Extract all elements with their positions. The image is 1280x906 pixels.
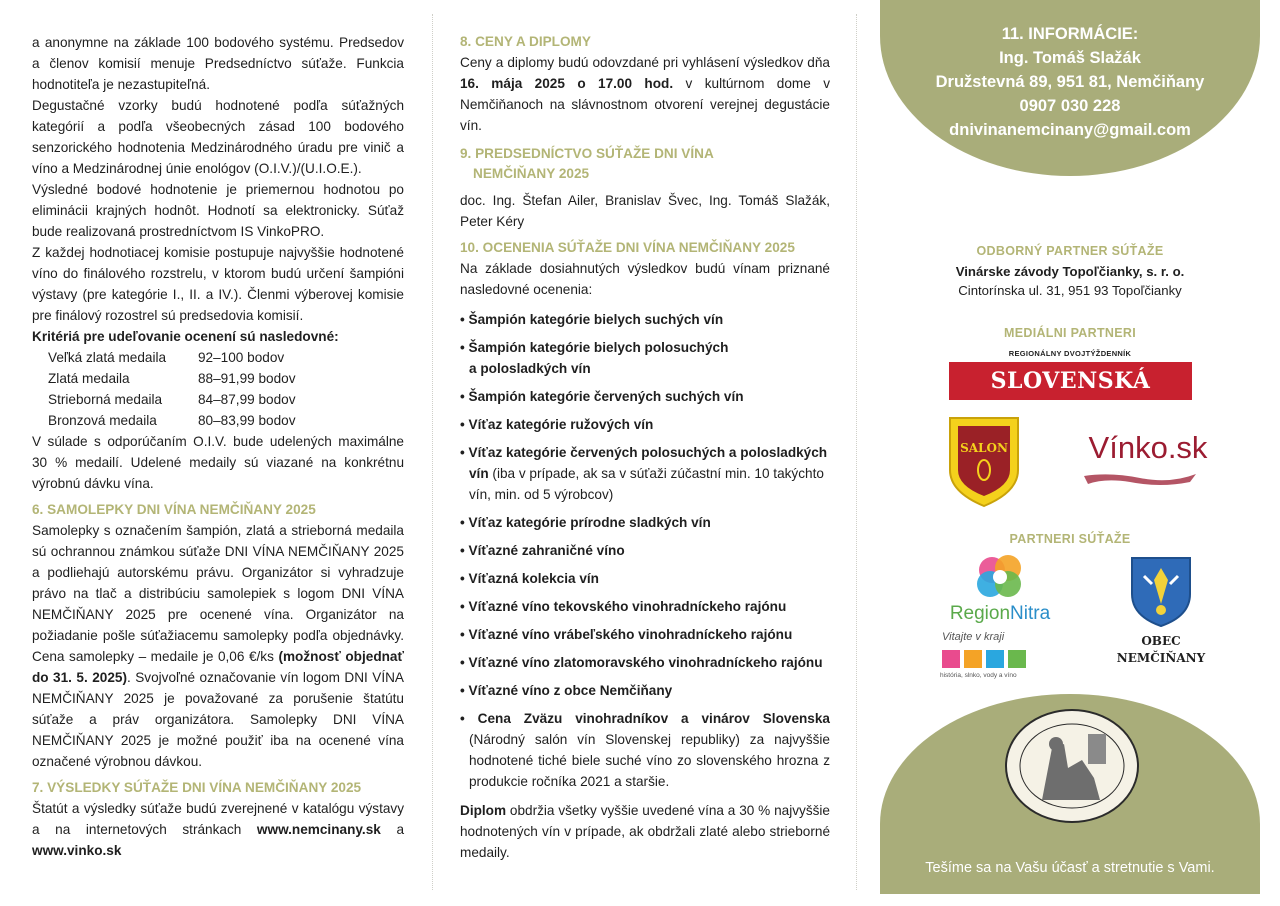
slovenska-brana-subtitle: REGIONÁLNY DVOJTÝŽDENNÍK	[1008, 349, 1132, 358]
column-right	[880, 0, 1260, 906]
partner-heading: ODBORNÝ PARTNER SÚŤAŽE	[976, 244, 1164, 258]
column-divider-2	[856, 14, 857, 890]
section-8-title: 8. CENY A DIPLOMY	[460, 34, 591, 49]
diplom-text	[460, 800, 830, 863]
section-7-title: 7. VÝSLEDKY SÚŤAŽE DNI VÍNA NEMČIŇANY 2025	[32, 780, 362, 795]
wine-icon	[1008, 650, 1026, 668]
award-item-note: (iba v prípade, ak sa v súťaži zúčastní min. 10 takýchto vín, min. od 5 výrobcov)	[469, 466, 824, 502]
section-6-title: 6. SAMOLEPKY DNI VÍNA NEMČIŇANY 2025	[32, 502, 316, 517]
criteria-range: 88–91,99 bodov	[198, 371, 296, 386]
salon-logo	[936, 412, 1032, 510]
award-item-title: • Víťaz kategórie červených polosuchých a polosladkých vín	[460, 445, 828, 481]
paragraph-degustation: Degustačné vzorky budú hodnotené podľa súťažných kategórií a podľa všeobecných zásad 100 bodového senzorického hodnotenia Medzinárodného úradu pre vinič a víno a Medzinárodnej únie enológov (O.I.V.)/(U.I.O.E.).	[32, 98, 404, 176]
criteria-range: 80–83,99 bodov	[198, 413, 296, 428]
info-name: Ing. Tomáš Slažák	[999, 49, 1141, 67]
award-item: • Víťazná kolekcia vín	[460, 571, 599, 586]
criteria-name: Zlatá medaila	[48, 371, 130, 386]
history-icon	[942, 650, 960, 668]
region-nitra-logo	[940, 603, 1060, 625]
diplom-label: Diplom	[460, 803, 507, 818]
paragraph-max-medals: V súlade s odporúčaním O.I.V. bude udelených maximálne 30 % medailí. Udelené medaily sú viazané na konkrétnu výrobnú dávku vína.	[32, 434, 404, 491]
award-item: • Šampión kategórie červených suchých vín	[460, 389, 744, 404]
partner-address: Cintorínska ul. 31, 951 93 Topoľčianky	[958, 283, 1182, 298]
section-10-title: 10. OCENENIA SÚŤAŽE DNI VÍNA NEMČIŇANY 2025	[460, 240, 795, 255]
region-nitra-flower-icon	[972, 554, 1030, 600]
vinko-logo: Vínko.sk	[1088, 430, 1208, 465]
region-nitra-icons-caption: história, slnko, vody a víno	[940, 672, 1017, 679]
info-phone[interactable]: 0907 030 228	[1019, 97, 1121, 115]
salon-logo-text: SALON	[960, 441, 1008, 455]
section-6-text-a: Samolepky s označením šampión, zlatá a strieborná medaila sú ochrannou známkou súťaže DNI VÍNA NEMČIŇANY 2025 a podliehajú autorskému právu. Organizátor si vyhradzuje právo na tlač a distribúciu samolepiek s logom DNI VÍNA NEMČIŇANY 2025 pre ocenené vína. Organizátor na požiadanie pošle súťažiacemu samolepky podľa objednávky. Cena samolepky – medaile je 0,06 €/ks	[32, 523, 404, 664]
criteria-table	[32, 347, 404, 431]
column-divider-1	[432, 14, 433, 890]
link-nemcinany[interactable]: www.nemcinany.sk	[256, 822, 381, 837]
section-9-title	[460, 144, 830, 184]
paragraph-evaluation: a anonymne na základe 100 bodového systému. Predsedov a členov komisií menuje Predsedníctvo súťaže. Funkcia hodnotiteľa je nezastupiteľná.	[32, 35, 404, 92]
slovenska-brana-logo: SLOVENSKÁ BRÁNA	[949, 362, 1192, 400]
info-email[interactable]: dnivinanemcinany@gmail.com	[949, 121, 1191, 139]
award-item	[460, 708, 830, 792]
awards-list	[460, 309, 830, 792]
column-left	[32, 0, 404, 906]
info-block	[880, 22, 1260, 142]
award-item-note: (Národný salón vín Slovenskej republiky) za najvyššie hodnotené tiché biele suché víno zo slovenského hrozna z produkcie ročníka 2021 a staršie.	[469, 732, 830, 789]
paragraph-scoring: Výsledné bodové hodnotenie je priemernou hodnotou po eliminácii krajných hodnôt. Hodnotí sa elektronicky. Súťaž bude realizovaná prostredníctvom IS VinkoPRO.	[32, 182, 404, 239]
award-item: • Víťaz kategórie ružových vín	[460, 417, 654, 432]
partner-block	[880, 244, 1260, 298]
sun-icon	[964, 650, 982, 668]
obec-nemcinany-label	[1106, 633, 1216, 667]
partner-name: Vinárske závody Topoľčianky, s. r. o.	[955, 264, 1185, 279]
section-6-deadline: (možnosť objednať do 31. 5. 2025)	[32, 649, 405, 685]
info-title: 11. INFORMÁCIE:	[1001, 25, 1139, 43]
vinko-splash-icon	[1080, 470, 1200, 488]
section-8-text	[460, 52, 830, 136]
award-item: • Víťazné víno z obce Nemčiňany	[460, 683, 673, 698]
section-7-text-a: Štatút a výsledky súťaže budú zverejnené v katalógu výstavy a na internetových stránkach	[32, 801, 404, 837]
section-6-text-b: . Svojvoľné označovanie vín logom DNI VÍNA NEMČIŇANY 2025 je považované za porušenie štatútu súťaže a práv organizátora. Samolepky DNI VÍNA NEMČIŇANY 2025 je možné použiť iba na ocenené vína označené výrobnou dávkou.	[32, 670, 404, 769]
region-nitra-tagline: Vitajte v kraji	[942, 631, 1005, 643]
link-vinko[interactable]: www.vinko.sk	[32, 843, 122, 858]
obec-label-line2: NEMČIŇANY	[1116, 651, 1206, 665]
info-address: Družstevná 89, 951 81, Nemčiňany	[935, 73, 1205, 91]
region-nitra-word-2: Nitra	[1010, 603, 1051, 624]
criteria-title: Kritériá pre udeľovanie ocenení sú nasledovné:	[32, 329, 339, 344]
section-7-and: a	[380, 822, 404, 837]
section-8-text-b: v kultúrnom dome v Nemčiňanoch na slávnostnom otvorení verejnej degustácie vín.	[460, 76, 831, 133]
column-middle	[460, 0, 830, 906]
criteria-name: Veľká zlatá medaila	[48, 350, 167, 365]
award-item-line2: a polosladkých vín	[469, 361, 591, 376]
criteria-row	[32, 389, 404, 410]
section-7-text	[32, 798, 404, 861]
award-item: • Víťazné víno zlatomoravského vinohradníckeho rajónu	[460, 655, 823, 670]
obec-label-line1: OBEC	[1141, 634, 1181, 648]
diplom-description: obdržia všetky vyššie uvedené vína a 30 % najvyššie hodnotených vín v prípade, ak obdržali zlaté alebo strieborné medaily.	[460, 803, 830, 860]
partners-heading: PARTNERI SÚŤAŽE	[1009, 532, 1131, 546]
criteria-name: Bronzová medaila	[48, 413, 157, 428]
criteria-range: 92–100 bodov	[198, 350, 285, 365]
section-10-intro: Na základe dosiahnutých výsledkov budú vínam priznané nasledovné ocenenia:	[460, 261, 830, 297]
obec-coat-of-arms-icon	[1128, 554, 1194, 628]
section-9-title-line2: NEMČIŇANY 2025	[473, 166, 590, 181]
water-icon	[986, 650, 1004, 668]
award-item: • Šampión kategórie bielych suchých vín	[460, 312, 724, 327]
criteria-row	[32, 410, 404, 431]
paragraph-final: Z každej hodnotiacej komisie postupuje najvyššie hodnotené víno do finálového rozstrelu, v ktorom budú určení šampióni výstavy (pre kategórie I., II. a IV.). Členmi výberovej komisie pre finálový rozostrel sú predsedovia komisií.	[32, 245, 404, 323]
region-nitra-word-1: Region	[949, 603, 1011, 624]
section-8-date: 16. mája 2025 o 17.00 hod.	[460, 76, 674, 91]
criteria-row	[32, 368, 404, 389]
award-item: • Víťazné víno tekovského vinohradníckeho rajónu	[460, 599, 787, 614]
section-6-text	[32, 520, 404, 772]
award-item	[460, 442, 830, 505]
media-heading: MEDIÁLNI PARTNERI	[1004, 326, 1136, 340]
award-item-line1: • Šampión kategórie bielych polosuchých	[460, 340, 729, 355]
award-item: • Víťazné víno vrábeľského vinohradníckeho rajónu	[460, 627, 793, 642]
criteria-name: Strieborná medaila	[48, 392, 163, 407]
region-nitra-icons	[942, 650, 1026, 668]
winegrowers-seal-icon	[1002, 708, 1142, 824]
criteria-range: 84–87,99 bodov	[198, 392, 296, 407]
award-item: • Víťazné zahraničné víno	[460, 543, 625, 558]
award-item: • Víťaz kategórie prírodne sladkých vín	[460, 515, 711, 530]
section-9-text: doc. Ing. Štefan Ailer, Branislav Švec, Ing. Tomáš Slažák, Peter Kéry	[460, 193, 830, 229]
criteria-row	[32, 347, 404, 368]
section-9-title-line1: 9. PREDSEDNÍCTVO SÚŤAŽE DNI VÍNA	[460, 146, 714, 161]
award-item	[460, 337, 830, 379]
award-item-title: • Cena Zväzu vinohradníkov a vinárov Slovenska	[460, 711, 830, 726]
footer-message: Tešíme sa na Vašu účasť a stretnutie s Vami.	[925, 860, 1215, 876]
section-8-text-a: Ceny a diplomy budú odovzdané pri vyhlásení výsledkov dňa	[460, 55, 830, 70]
